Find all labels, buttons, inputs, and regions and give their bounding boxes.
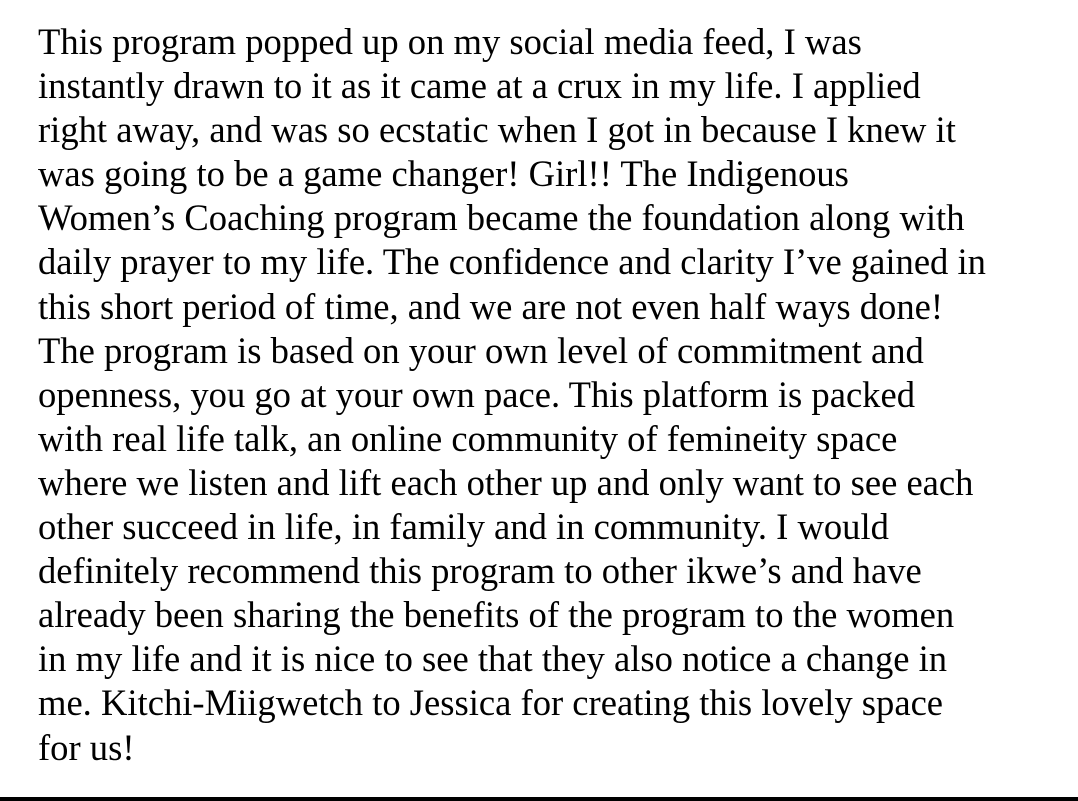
testimonial-line: with real life talk, an online community of femineity space (38, 417, 898, 459)
testimonial-line: me. Kitchi-Miigwetch to Jessica for creating this lovely space (38, 682, 944, 724)
testimonial-line: right away, and was so ecstatic when I got in because I knew it (38, 109, 956, 151)
testimonial-line: The program is based on your own level of commitment and (38, 329, 924, 371)
testimonial-line: openness, you go at your own pace. This platform is packed (38, 373, 915, 415)
testimonial-line: instantly drawn to it as it came at a crux in my life. I applied (38, 65, 921, 107)
testimonial-line: already been sharing the benefits of the program to the women (38, 594, 955, 636)
testimonial-line: other succeed in life, in family and in community. I would (38, 506, 889, 548)
testimonial-line: this short period of time, and we are not even half ways done! (38, 285, 944, 327)
testimonial-line: daily prayer to my life. The confidence and clarity I’ve gained in (38, 241, 986, 283)
testimonial-line: Women’s Coaching program became the foundation along with (38, 197, 965, 239)
testimonial-line: was going to be a game changer! Girl!! The Indigenous (38, 153, 849, 195)
testimonial-line: where we listen and lift each other up and only want to see each (38, 461, 974, 503)
testimonial-line: for us! (38, 726, 135, 768)
testimonial-text (38, 20, 1068, 770)
testimonial-line: definitely recommend this program to other ikwe’s and have (38, 550, 922, 592)
testimonial-line: in my life and it is nice to see that they also notice a change in (38, 638, 948, 680)
bottom-divider (0, 797, 1078, 801)
testimonial-line: This program popped up on my social media feed, I was (38, 21, 862, 62)
